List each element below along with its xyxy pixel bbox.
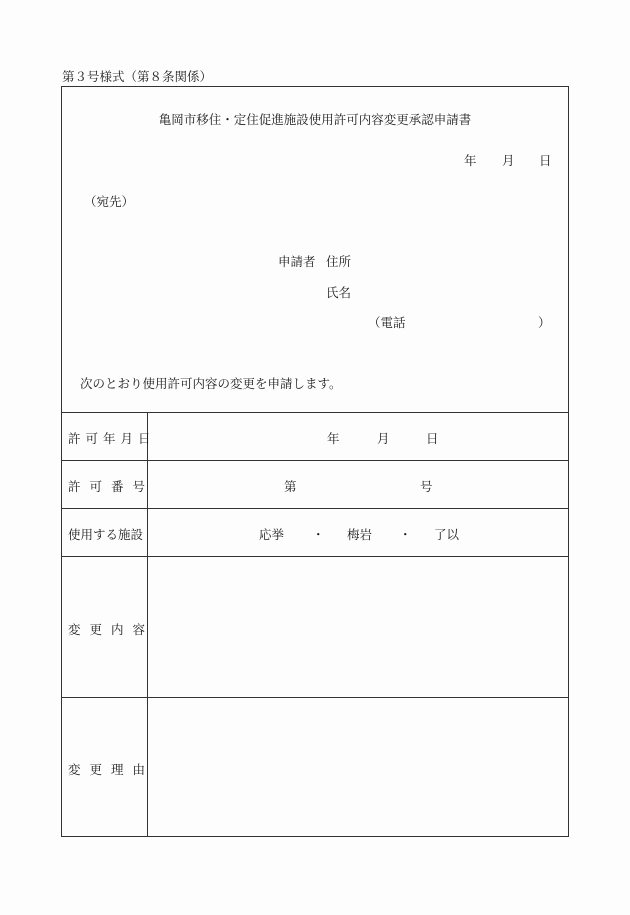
facility-option-okyo[interactable]: 応挙	[259, 527, 285, 542]
date-year[interactable]: 年	[464, 153, 477, 168]
name-label[interactable]: 氏名	[326, 285, 352, 300]
facility-separator: ・	[312, 527, 325, 542]
row-divider	[62, 556, 568, 557]
change-content-label: 変更内容	[68, 622, 155, 637]
phone-close: ）	[538, 315, 551, 330]
facility-option-baigan[interactable]: 梅岩	[347, 527, 373, 542]
row-divider	[62, 697, 568, 698]
change-content-field[interactable]	[149, 558, 567, 696]
permit-number-prefix[interactable]: 第	[284, 479, 297, 494]
permit-number-suffix: 号	[420, 479, 433, 494]
applicant-label: 申請者	[278, 254, 316, 269]
permit-date-label: 許可年月日	[68, 431, 156, 446]
change-reason-field[interactable]	[149, 699, 567, 835]
phone-label[interactable]: （電話	[368, 315, 406, 330]
permit-date-day[interactable]: 日	[426, 431, 439, 446]
date-month[interactable]: 月	[502, 153, 515, 168]
address-label[interactable]: 住所	[326, 254, 352, 269]
form-title: 亀岡市移住・定住促進施設使用許可内容変更承認申請書	[158, 112, 472, 127]
row-divider	[62, 508, 568, 509]
change-reason-label: 変更理由	[68, 762, 155, 777]
permit-date-month[interactable]: 月	[377, 431, 390, 446]
statement-text: 次のとおり使用許可内容の変更を申請します。	[80, 376, 342, 391]
date-day[interactable]: 日	[539, 153, 552, 168]
facility-label: 使用する施設	[68, 527, 144, 542]
addressee-label: （宛先）	[84, 194, 135, 209]
permit-number-label: 許可番号	[68, 479, 155, 494]
application-form	[61, 86, 569, 837]
permit-date-year[interactable]: 年	[327, 431, 340, 446]
facility-option-ryoi[interactable]: 了以	[434, 527, 460, 542]
form-reference: 第３号様式（第８条関係）	[62, 69, 213, 84]
facility-separator: ・	[399, 527, 412, 542]
table-top-border	[62, 412, 568, 413]
row-divider	[62, 460, 568, 461]
